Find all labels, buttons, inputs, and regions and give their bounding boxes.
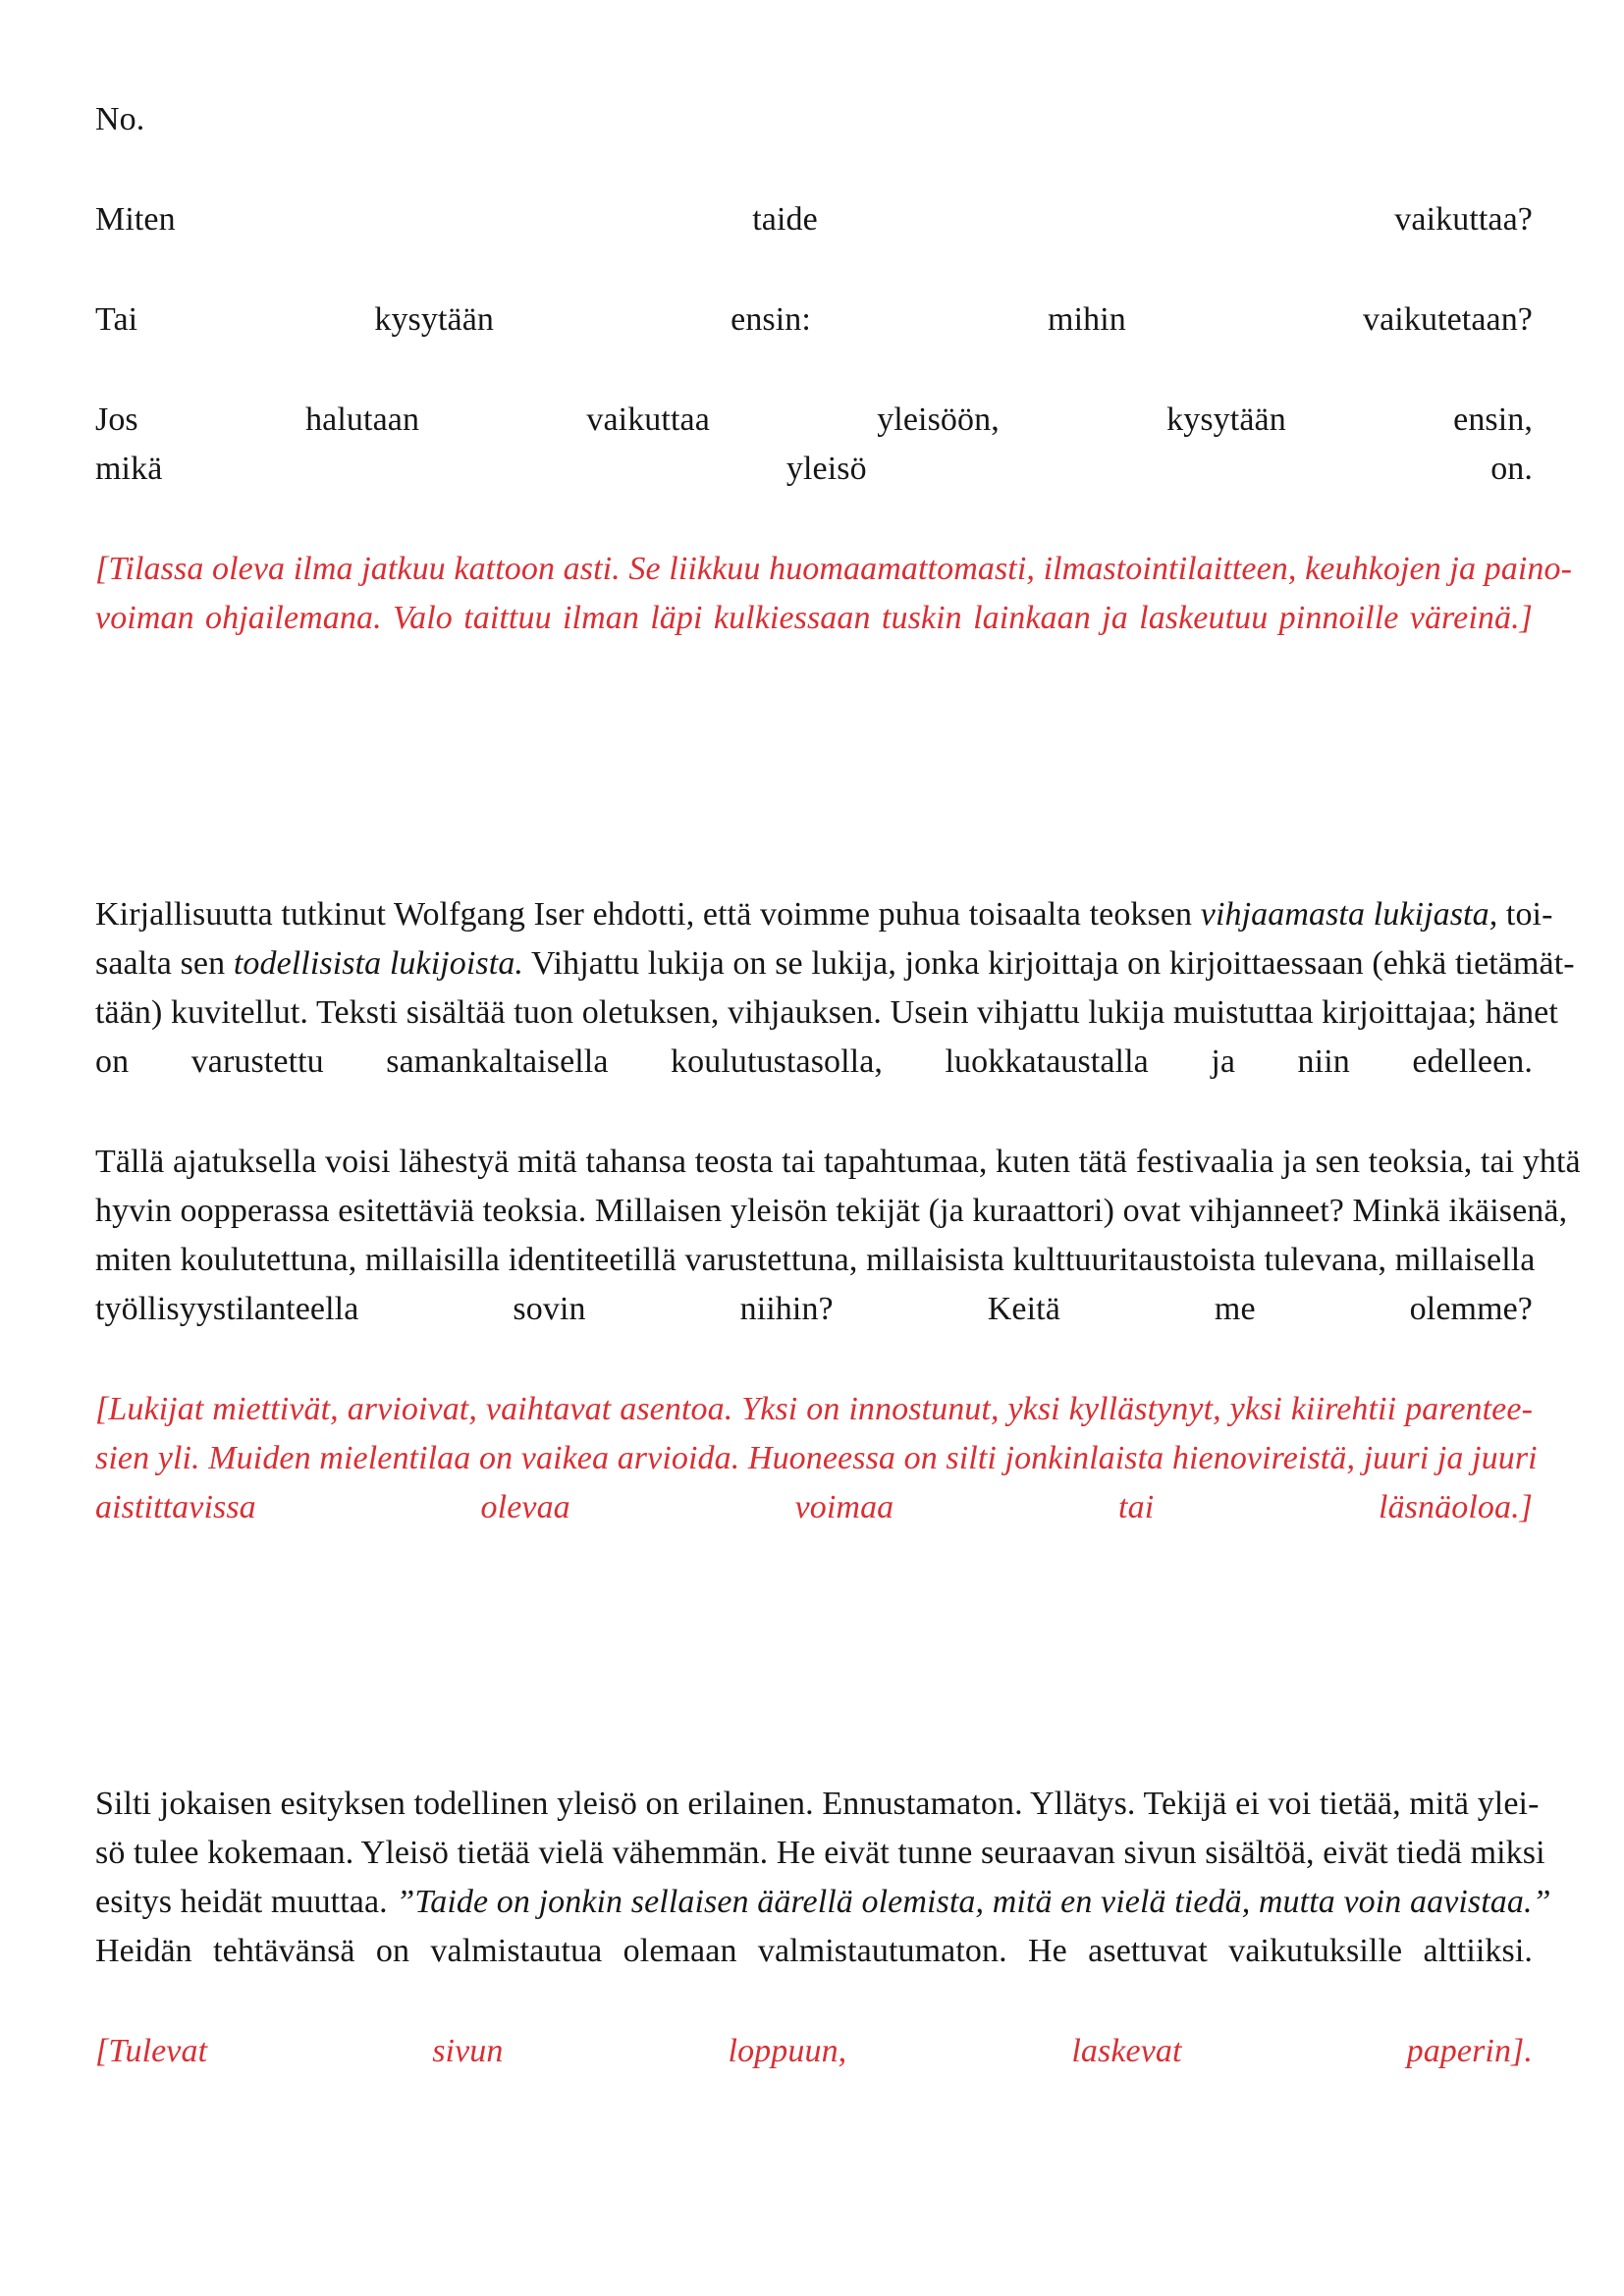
- text-segment: työllisyystilanteella sovin niihin? Keitä me olemme?: [95, 1291, 1533, 1327]
- text-segment: hyvin oopperassa esitettäviä teoksia. Millaisen yleisön tekijät (ja kuraattori) ovat vihjanneet? Minkä ikäisenä,: [95, 1193, 1568, 1229]
- text-segment: Miten taide vaikuttaa?: [95, 201, 1533, 238]
- text-segment: [Tulevat sivun loppuun, laskevat paperin].: [95, 2033, 1533, 2069]
- text-line: [95, 1285, 1533, 1334]
- body-paragraph: [95, 295, 1533, 345]
- text-line: [95, 1236, 1536, 1285]
- text-segment: voiman ohjailemana. Valo taittuu ilman läpi kulkiessaan tuskin lainkaan ja laskeutuu pinnoille väreinä.]: [95, 600, 1533, 636]
- text-segment: No.: [95, 101, 145, 137]
- text-segment: aistittavissa olevaa voimaa tai läsnäoloa.]: [95, 1489, 1533, 1525]
- text-segment: sien yli. Muiden mielentilaa on vaikea arvioida. Huoneessa on silti jonkinlaista hienovireistä, juuri ja juuri: [95, 1440, 1538, 1476]
- emphasized-text-segment: todellisista lukijoista.: [233, 945, 524, 982]
- text-line: [95, 1187, 1568, 1236]
- text-line: [95, 1434, 1538, 1483]
- stage-direction-paragraph: [95, 2027, 1533, 2076]
- body-paragraph: [95, 1780, 1551, 1976]
- text-segment: mikä yleisö on.: [95, 451, 1533, 487]
- text-segment: Tai kysytään ensin: mihin vaikutetaan?: [95, 301, 1533, 338]
- text-line: [95, 988, 1558, 1038]
- text-segment: toi-: [1497, 896, 1553, 933]
- body-paragraph: [95, 95, 1533, 144]
- text-line: [95, 1829, 1545, 1878]
- text-line: [95, 95, 1533, 144]
- body-paragraph: [95, 195, 1533, 244]
- text-segment: [Tilassa oleva ilma jatkuu kattoon asti. Se liikkuu huomaamattomasti, ilmastointilaitteen, keuhkojen ja paino-: [95, 551, 1573, 587]
- body-paragraph: [95, 890, 1575, 1087]
- text-segment: [Lukijat miettivät, arvioivat, vaihtavat asentoa. Yksi on innostunut, yksi kyllästynyt, yksi kiirehtii parentee-: [95, 1391, 1533, 1427]
- body-paragraph: [95, 396, 1533, 494]
- text-segment: tään) kuvitellut. Teksti sisältää tuon oletuksen, vihjauksen. Usein vihjattu lukija muistuttaa kirjoittajaa; hänet: [95, 994, 1558, 1031]
- text-line: [95, 2027, 1533, 2076]
- text-segment: Silti jokaisen esityksen todellinen yleisö on erilainen. Ennustamaton. Yllätys. Tekijä ei voi tietää, mitä ylei-: [95, 1786, 1540, 1822]
- text-line: [95, 1138, 1581, 1187]
- text-line: [95, 195, 1533, 244]
- text-segment: miten koulutettuna, millaisilla identiteetillä varustettuna, millaisista kulttuuritaustoista tulevana, millaisella: [95, 1242, 1536, 1278]
- text-line: [95, 1878, 1551, 1927]
- text-line: [95, 1385, 1533, 1434]
- text-segment: saalta sen: [95, 945, 234, 982]
- text-segment: on varustettu samankaltaisella koulutustasolla, luokkataustalla ja niin edelleen.: [95, 1043, 1533, 1080]
- text-line: [95, 1927, 1533, 1976]
- emphasized-text-segment: vihjaamasta lukijasta,: [1200, 896, 1498, 933]
- text-line: [95, 1483, 1533, 1532]
- text-segment: sö tulee kokemaan. Yleisö tietää vielä vähemmän. He eivät tunne seuraavan sivun sisältöä, eivät tiedä miksi: [95, 1835, 1545, 1871]
- text-line: [95, 1780, 1540, 1829]
- text-line: [95, 445, 1533, 494]
- text-line: [95, 890, 1553, 939]
- text-column: [95, 95, 1581, 2127]
- text-segment: Jos halutaan vaikuttaa yleisöön, kysytään ensin,: [95, 401, 1533, 438]
- text-segment: esitys heidät muuttaa.: [95, 1884, 397, 1920]
- stage-direction-paragraph: [95, 1385, 1538, 1532]
- emphasized-text-segment: ”Taide on jonkin sellaisen äärellä olemista, mitä en vielä tiedä, mutta voin aavistaa.”: [396, 1884, 1551, 1920]
- text-line: [95, 939, 1575, 988]
- body-paragraph: [95, 1138, 1581, 1334]
- stage-direction-paragraph: [95, 545, 1573, 643]
- text-line: [95, 594, 1533, 643]
- text-segment: Vihjattu lukija on se lukija, jonka kirjoittaja on kirjoittaessaan (ehkä tietämät-: [523, 945, 1575, 982]
- text-line: [95, 545, 1573, 594]
- text-segment: Tällä ajatuksella voisi lähestyä mitä tahansa teosta tai tapahtumaa, kuten tätä festivaalia ja sen teoksia, tai yhtä: [95, 1144, 1581, 1180]
- text-line: [95, 396, 1533, 445]
- text-segment: Kirjallisuutta tutkinut Wolfgang Iser ehdotti, että voimme puhua toisaalta teoksen: [95, 896, 1201, 933]
- text-segment: Heidän tehtävänsä on valmistautua olemaan valmistautumaton. He asettuvat vaikutuksille alttiiksi.: [95, 1933, 1533, 1969]
- text-line: [95, 1038, 1533, 1087]
- text-line: [95, 295, 1533, 345]
